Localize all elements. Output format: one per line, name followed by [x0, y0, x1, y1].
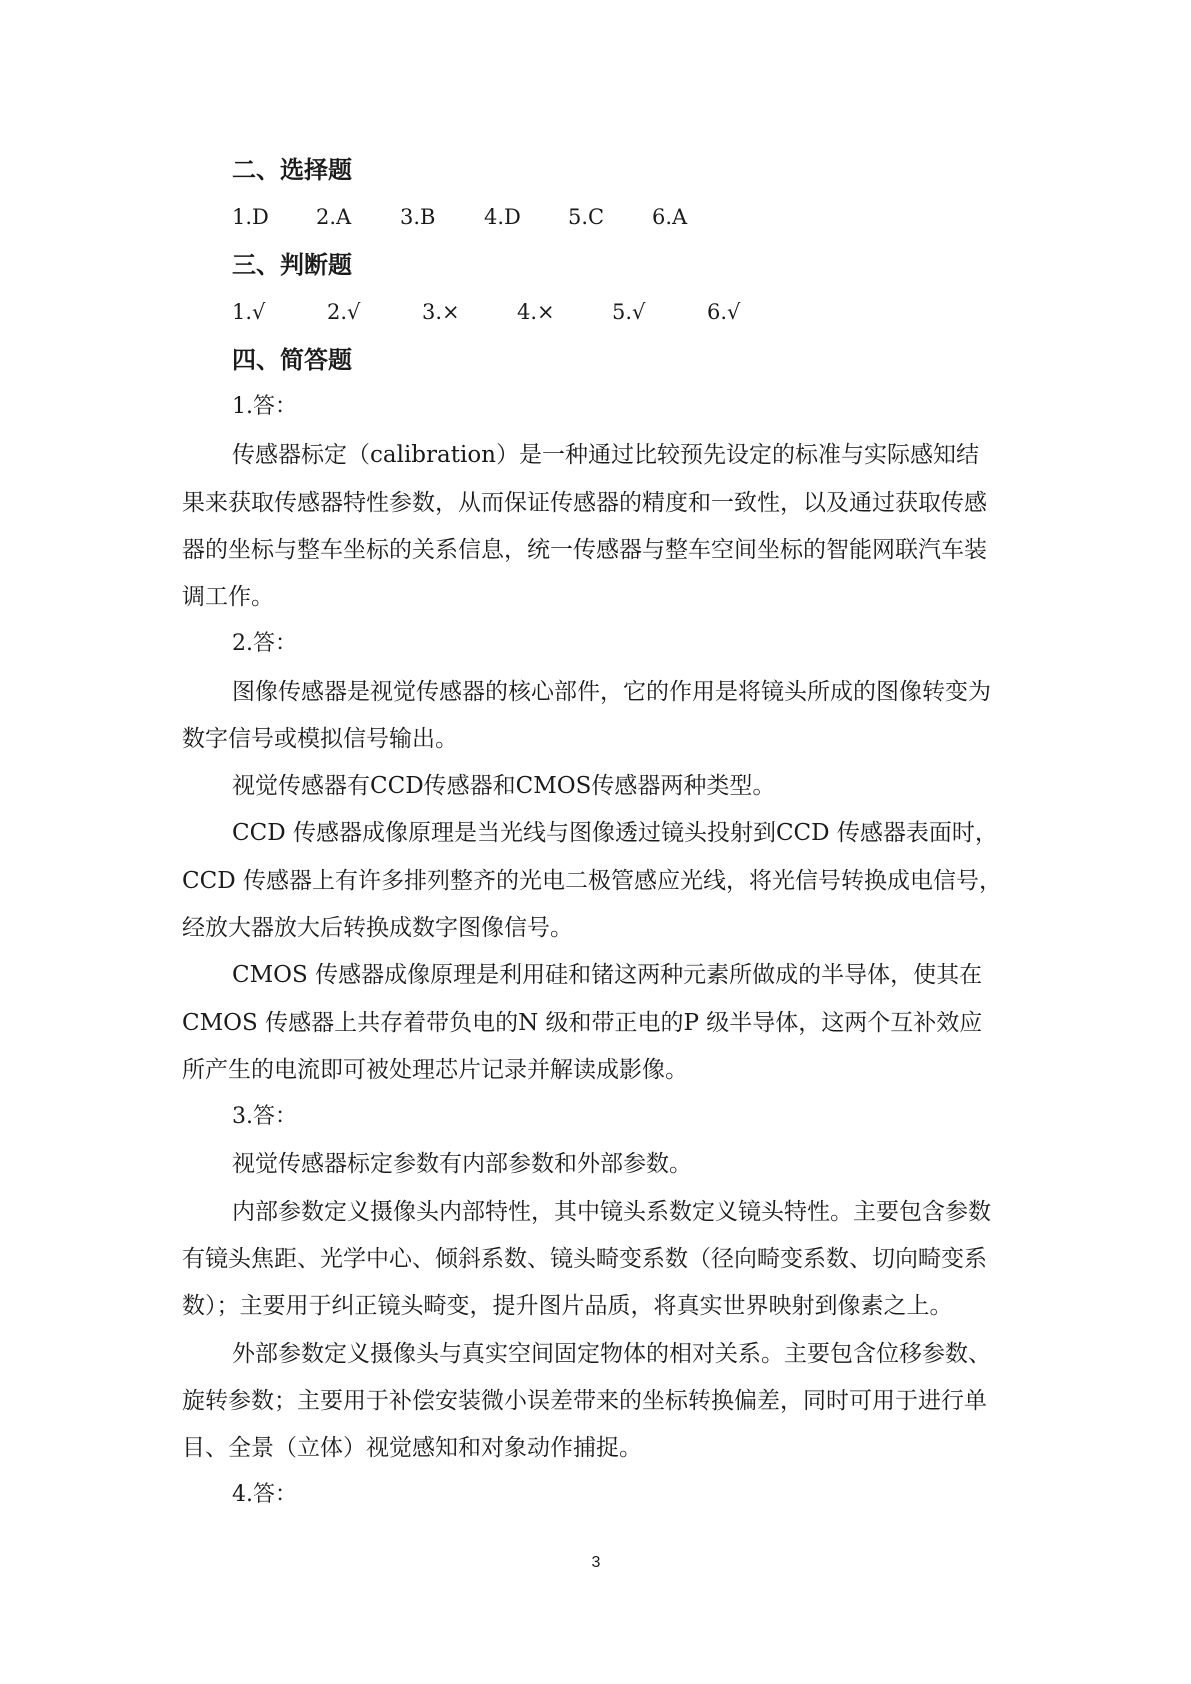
q2-p2-line-1: 视觉传感器有CCD传感器和CMOS传感器两种类型。 — [232, 773, 776, 799]
choice-answer: 6.A — [652, 205, 688, 229]
question-label-4: 4.答： — [232, 1482, 297, 1507]
q3-p2-line-2: 有镜头焦距、光学中心、倾斜系数、镜头畸变系数（径向畸变系数、切向畸变系 — [182, 1246, 987, 1272]
section-heading-choice: 二、选择题 — [232, 156, 352, 184]
judgement-answer: 5.√ — [612, 300, 646, 324]
section-heading-judgement: 三、判断题 — [232, 251, 352, 279]
choice-answer: 3.B — [400, 205, 436, 229]
choice-answer: 2.A — [316, 205, 352, 229]
q1-line-3: 器的坐标与整车坐标的关系信息，统一传感器与整车空间坐标的智能网联汽车装 — [182, 537, 987, 563]
question-label-3: 3.答： — [232, 1104, 297, 1129]
q1-line-4: 调工作。 — [182, 584, 274, 610]
q3-p3-line-1: 外部参数定义摄像头与真实空间固定物体的相对关系。主要包含位移参数、 — [232, 1341, 991, 1367]
q1-line-2: 果来获取传感器特性参数，从而保证传感器的精度和一致性，以及通过获取传感 — [182, 490, 987, 516]
q2-p4-line-2: CMOS 传感器上共存着带负电的N 级和带正电的P 级半导体，这两个互补效应 — [182, 1010, 983, 1036]
q3-p2-line-1: 内部参数定义摄像头内部特性，其中镜头系数定义镜头特性。主要包含参数 — [232, 1199, 991, 1225]
q2-p4-line-3: 所产生的电流即可被处理芯片记录并解读成影像。 — [182, 1057, 688, 1083]
choice-answer: 5.C — [568, 205, 605, 229]
question-label-1: 1.答： — [232, 394, 297, 419]
judgement-answer: 3.× — [422, 300, 460, 324]
judgement-answer: 6.√ — [707, 300, 741, 324]
q1-line-1: 传感器标定（calibration）是一种通过比较预先设定的标准与实际感知结 — [232, 442, 979, 468]
q2-p1-line-2: 数字信号或模拟信号输出。 — [182, 726, 458, 752]
q3-p3-line-2: 旋转参数；主要用于补偿安装微小误差带来的坐标转换偏差，同时可用于进行单 — [182, 1388, 987, 1414]
judgement-answer: 2.√ — [327, 300, 361, 324]
choice-answer: 4.D — [484, 205, 521, 229]
q2-p3-line-1: CCD 传感器成像原理是当光线与图像透过镜头投射到CCD 传感器表面时， — [232, 820, 998, 846]
q2-p3-line-2: CCD 传感器上有许多排列整齐的光电二极管感应光线，将光信号转换成电信号， — [182, 868, 1002, 894]
q3-p2-line-3: 数）；主要用于纠正镜头畸变，提升图片品质，将真实世界映射到像素之上。 — [182, 1293, 953, 1319]
page-number: 3 — [591, 1554, 601, 1571]
q2-p3-line-3: 经放大器放大后转换成数字图像信号。 — [182, 915, 573, 941]
judgement-answer: 1.√ — [232, 300, 266, 324]
q2-p1-line-1: 图像传感器是视觉传感器的核心部件，它的作用是将镜头所成的图像转变为 — [232, 679, 991, 705]
question-label-2: 2.答： — [232, 631, 297, 656]
section-heading-short-answer: 四、简答题 — [232, 346, 352, 374]
judgement-answer: 4.× — [517, 300, 555, 324]
choice-answer: 1.D — [232, 205, 269, 229]
q3-p1-line-1: 视觉传感器标定参数有内部参数和外部参数。 — [232, 1151, 692, 1177]
q2-p4-line-1: CMOS 传感器成像原理是利用硅和锗这两种元素所做成的半导体，使其在 — [232, 962, 983, 988]
q3-p3-line-3: 目、全景（立体）视觉感知和对象动作捕捉。 — [182, 1435, 642, 1461]
